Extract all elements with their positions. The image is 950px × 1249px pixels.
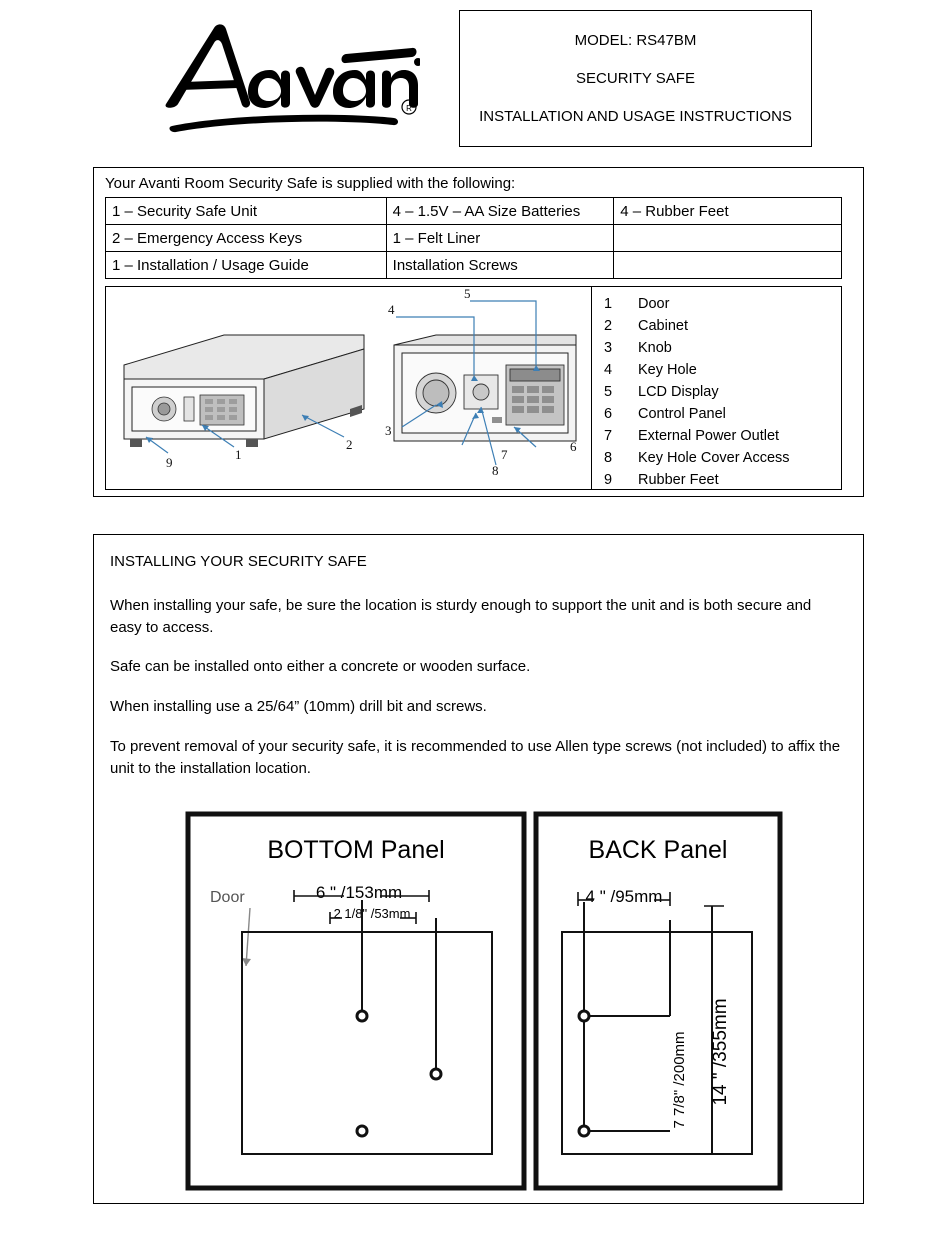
back-dim-outer: 14 " /355mm [710,998,731,1106]
bottom-dim-primary: 6 " /153mm [315,883,403,902]
safe-diagram-box [105,286,842,490]
installing-paragraph: To prevent removal of your security safe, it is recommended to use Allen type screws (not included) to affix the unit to the installation location. [110,737,841,777]
back-dim-width: 4 " /95mm [585,887,663,906]
contents-cell [614,252,842,279]
mounting-hole [579,1126,589,1136]
bottom-panel-title: BOTTOM Panel [267,836,445,864]
bottom-dim-secondary: 2 1/8" /53mm [333,906,411,921]
safe-illustration [106,287,593,489]
mounting-hole [431,1069,441,1079]
avanti-logo [150,18,420,138]
callout-3: 3 [385,423,392,438]
mounting-hole [357,1126,367,1136]
legend-label: Cabinet [638,318,688,334]
contents-table [105,197,842,279]
mounting-hole [579,1011,589,1021]
list-item [592,381,841,403]
contents-cell [614,225,842,252]
back-panel-title: BACK Panel [588,836,728,864]
legend-number: 4 [604,362,613,378]
mounting-hole [357,1011,367,1021]
document-header [0,0,950,150]
installing-section [93,534,864,1204]
callout-2: 2 [346,437,353,452]
installing-text [94,535,863,779]
table-row [106,252,842,279]
legend-number: 8 [604,450,613,466]
mounting-diagrams-svg [184,810,784,1192]
list-item [592,293,841,315]
legend-label: Knob [638,340,672,356]
list-item [592,469,841,491]
callout-7: 7 [501,447,508,462]
callout-9: 9 [166,455,173,470]
model-line: MODEL: RS47BM [574,32,697,49]
callout-4: 4 [388,302,395,317]
contents-cell: 4 – 1.5V – AA Size Batteries [386,198,614,225]
callout-8: 8 [492,463,499,478]
contents-cell: 1 – Felt Liner [386,225,614,252]
installing-paragraph: When installing your safe, be sure the location is sturdy enough to support the unit and is both secure and easy to access. [110,596,812,636]
contents-title: Your Avanti Room Security Safe is supplied with the following: [105,175,516,192]
installing-paragraph: Safe can be installed onto either a concrete or wooden surface. [110,658,531,676]
bottom-panel-diagram [188,814,524,1188]
avanti-logo-svg [150,18,420,138]
model-info-box [459,10,812,147]
list-item [592,447,841,469]
list-item [592,403,841,425]
document-line: INSTALLATION AND USAGE INSTRUCTIONS [479,108,792,125]
contents-cell: 1 – Installation / Usage Guide [106,252,387,279]
legend-number: 6 [604,406,613,422]
safe-illustration-svg [106,287,593,489]
installing-paragraph: When installing use a 25/64” (10mm) drill bit and screws. [110,698,487,715]
back-dim-inner: 7 7/8" /200mm [671,1031,688,1129]
legend-number: 2 [604,318,613,334]
callout-5: 5 [464,287,471,301]
table-row [106,198,842,225]
legend-label: LCD Display [638,384,719,400]
door-label: Door [210,889,245,906]
legend-number: 3 [604,340,613,356]
contents-cell: 2 – Emergency Access Keys [106,225,387,252]
legend-label: Control Panel [638,406,726,422]
contents-cell: 4 – Rubber Feet [614,198,842,225]
mounting-diagrams [184,810,784,1192]
legend-label: External Power Outlet [638,428,780,444]
list-item [592,315,841,337]
legend-label: Key Hole [638,362,697,378]
installing-heading: INSTALLING YOUR SECURITY SAFE [110,553,367,570]
callout-6: 6 [570,439,577,454]
product-line: SECURITY SAFE [576,70,695,87]
legend-label: Key Hole Cover Access [638,450,790,466]
legend-number: 1 [604,296,613,312]
legend-label: Rubber Feet [638,472,719,488]
diagram-legend [591,287,841,489]
back-panel-diagram [536,814,780,1188]
contents-cell: Installation Screws [386,252,614,279]
contents-cell: 1 – Security Safe Unit [106,198,387,225]
legend-number: 7 [604,428,613,444]
legend-number: 9 [604,472,613,488]
package-contents-box [93,167,864,497]
list-item [592,337,841,359]
list-item [592,425,841,447]
list-item [592,359,841,381]
callout-1: 1 [235,447,242,462]
legend-number: 5 [604,384,613,400]
svg-text:R: R [406,104,412,113]
legend-label: Door [638,296,670,312]
table-row [106,225,842,252]
